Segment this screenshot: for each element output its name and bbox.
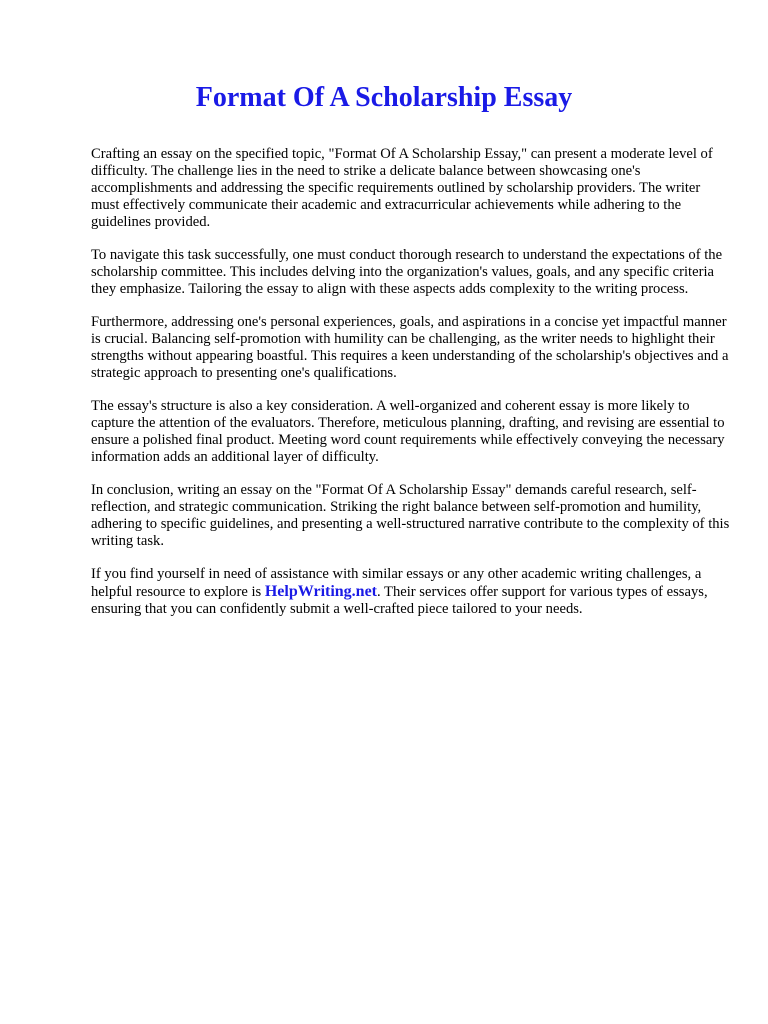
paragraph-resource <box>91 566 731 618</box>
resource-text-before-link: If you find yourself in need of assistance with similar essays or any other academic writing challenges, a helpful resource to explore is <box>91 566 702 600</box>
paragraph-structure: The essay's structure is also a key consideration. A well-organized and coherent essay is more likely to capture the attention of the evaluators. Therefore, meticulous planning, drafting, and revising are essential to ensure a polished final product. Meeting word count requirements while effectively conveying the necessary information adds an additional layer of difficulty. <box>91 398 725 465</box>
document-title: Format Of A Scholarship Essay <box>195 82 573 113</box>
resource-text-after-link: . Their services offer support for various types of essays, ensuring that you can confidently submit a well-crafted piece tailored to your needs. <box>91 584 708 617</box>
document-body <box>91 146 731 634</box>
paragraph-conclusion: In conclusion, writing an essay on the "Format Of A Scholarship Essay" demands careful research, self-reflection, and strategic communication. Striking the right balance between self-promotion and humility, adhering to specific guidelines, and presenting a well-structured narrative contribute to the complexity of this writing task. <box>91 482 730 549</box>
paragraph-research: To navigate this task successfully, one must conduct thorough research to understand the expectations of the scholarship committee. This includes delving into the organization's values, goals, and any specific criteria they emphasize. Tailoring the essay to align with these aspects adds complexity to the writing process. <box>91 247 723 297</box>
paragraph-intro: Crafting an essay on the specified topic, "Format Of A Scholarship Essay," can present a moderate level of difficulty. The challenge lies in the need to strike a delicate balance between showcasing one's accomplishments and addressing the specific requirements outlined by scholarship providers. The writer must effectively communicate their academic and extracurricular achievements while adhering to the guidelines provided. <box>91 146 713 230</box>
paragraph-personal-experience: Furthermore, addressing one's personal experiences, goals, and aspirations in a concise yet impactful manner is crucial. Balancing self-promotion with humility can be challenging, as the writer needs to highlight their strengths without appearing boastful. This requires a keen understanding of the scholarship's objectives and a strategic approach to presenting one's qualifications. <box>91 314 729 381</box>
helpwriting-link[interactable]: HelpWriting.net <box>264 583 378 600</box>
